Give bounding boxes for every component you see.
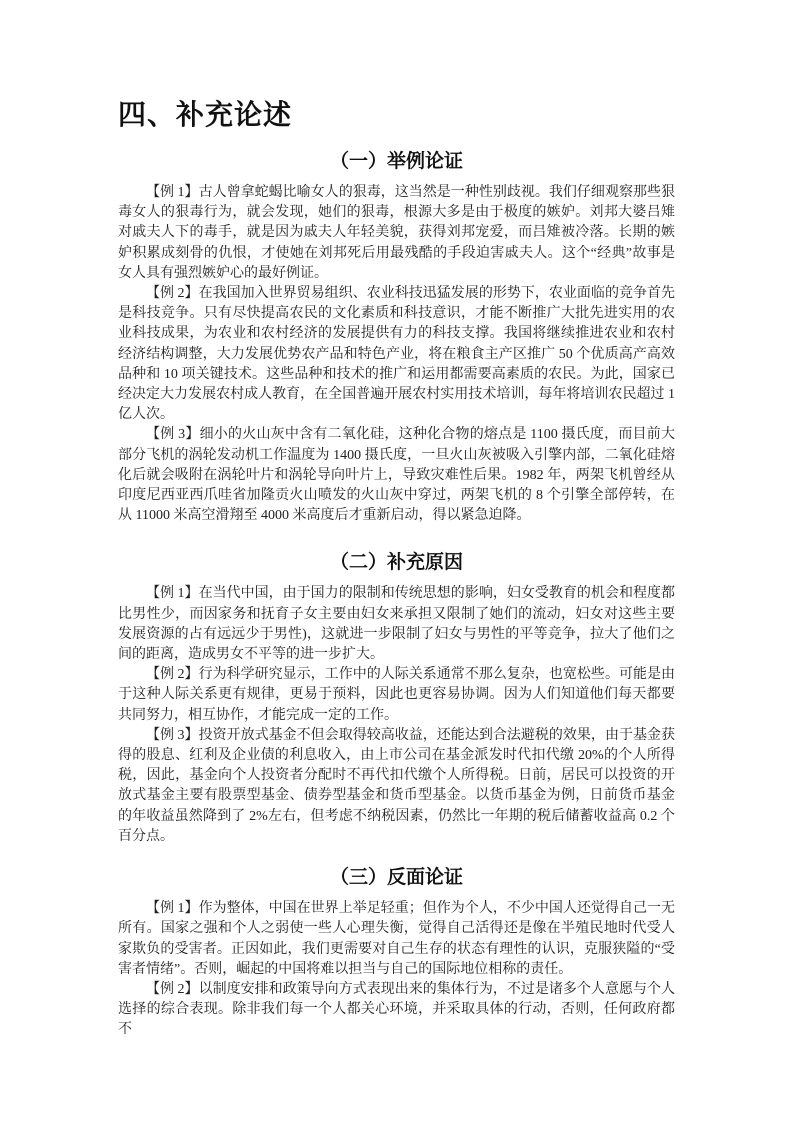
section-heading-1: （一）举例论证 — [329, 150, 463, 172]
section-heading-2: （二）补充原因 — [329, 551, 463, 574]
paragraph-example-1: 【例 1】古人曾拿蛇蝎比喻女人的狠毒，这当然是一种性别歧视。我们仔细观察那些狠毒女人的狠毒行为，就会发现，她们的狠毒，根源大多是由于极度的嫉妒。刘邦大婆吕雉对戚夫人下的毒手，就是因为戚夫人年轻美貌，获得刘邦宠爱，而吕雉被冷落。长期的嫉妒积累成刻骨的仇恨，才使她在刘邦死后用最残酷的手段迫害戚夫人。这个“经典”故事是女人具有强烈嫉妒心的最好例证。 — [118, 185, 675, 281]
paragraph-example-1: 【例 1】在当代中国，由于国力的限制和传统思想的影响，妇女受教育的机会和程度都比男性少，而因家务和抚育子女主要由妇女来承担又限制了她们的流动，妇女对这些主要发展资源的占有远远少于男性)，这就进一步限制了妇女与男性的平等竞争，拉大了他们之间的距离，造成男女不平等的进一步扩大。 — [118, 586, 675, 663]
section-supplement-reason — [118, 549, 675, 847]
paragraph-example-2: 【例 2】行为科学研究显示，工作中的人际关系通常不那么复杂，也宽松些。可能是由于这种人际关系更有规律，更易于预料，因此也更容易协调。因为人们知道他们每天都要共同努力，相互协作，才能完成一定的工作。 — [118, 667, 675, 723]
section-counter-argument — [118, 864, 675, 1040]
paragraph-example-2: 【例 2】在我国加入世界贸易组织、农业科技迅猛发展的形势下，农业面临的竞争首先是科技竞争。只有尽快提高农民的文化素质和科技意识，才能不断推广大批先进实用的农业科技成果，为农业和农村经济的发展提供有力的科技支撑。我国将继续推进农业和农村经济结构调整，大力发展优势农产品和特色产业，将在粮食主产区推广 50 个优质高产高效品种和 10 项关键技术。这些品种和技术的推广和运用都需要高素质的农民。为此，国家已经决定大力发展农村成人教育，在全国普遍开展农村实用技术培训，每年将培训农民超过 1 亿人次。 — [118, 286, 675, 423]
paragraph-example-3: 【例 3】细小的火山灰中含有二氧化硅，这种化合物的熔点是 1100 摄氏度，而目前大部分飞机的涡轮发动机工作温度为 1400 摄氏度，一旦火山灰被吸入引擎内部，二氧化硅熔化后就会吸附在涡轮叶片和涡轮导向叶片上，导致灾难性后果。1982 年，两架飞机曾经从印度尼西亚西爪哇省加隆贡火山喷发的火山灰中穿过，两架飞机的 8 个引擎全部停转，在从 11000 米高空滑翔至 4000 米高度后才重新启动，得以紧急迫降。 — [118, 427, 675, 524]
paragraph-example-1: 【例 1】作为整体，中国在世界上举足轻重；但作为个人，不少中国人还觉得自己一无所有。国家之强和个人之弱使一些人心理失衡，觉得自己活得还是像在半殖民地时代受人家欺负的受害者。正因如此，我们更需要对自己生存的状态有理性的认识，克服狭隘的“受害者情绪”。否则，崛起的中国将难以担当与自己的国际地位相称的责任。 — [118, 901, 675, 977]
paragraph-example-2: 【例 2】以制度安排和政策导向方式表现出来的集体行为，不过是诸多个人意愿与个人选择的综合表现。除非我们每一个人都关心环境，并采取具体的行动，否则，任何政府都不 — [118, 981, 675, 1038]
section-example-argument — [118, 148, 675, 526]
section-heading-3: （三）反面论证 — [329, 866, 463, 889]
document-title: 四、补充论述 — [118, 98, 293, 131]
paragraph-example-3: 【例 3】投资开放式基金不但会取得较高收益，还能达到合法避税的效果，由于基金获得的股息、红利及企业债的利息收入，由上市公司在基金派发时代扣代缴 20%的个人所得税，因此，基金向个人投资者分配时不再代扣代缴个人所得税。日前，居民可以投资的开放式基金主要有股票型基金、债券型基金和货币型基金。以货币基金为例，日前货币基金的年收益虽然降到了 2%左右，但考虑不纳税因素，仍然比一年期的税后储蓄收益高 0.2 个百分点。 — [118, 727, 675, 844]
